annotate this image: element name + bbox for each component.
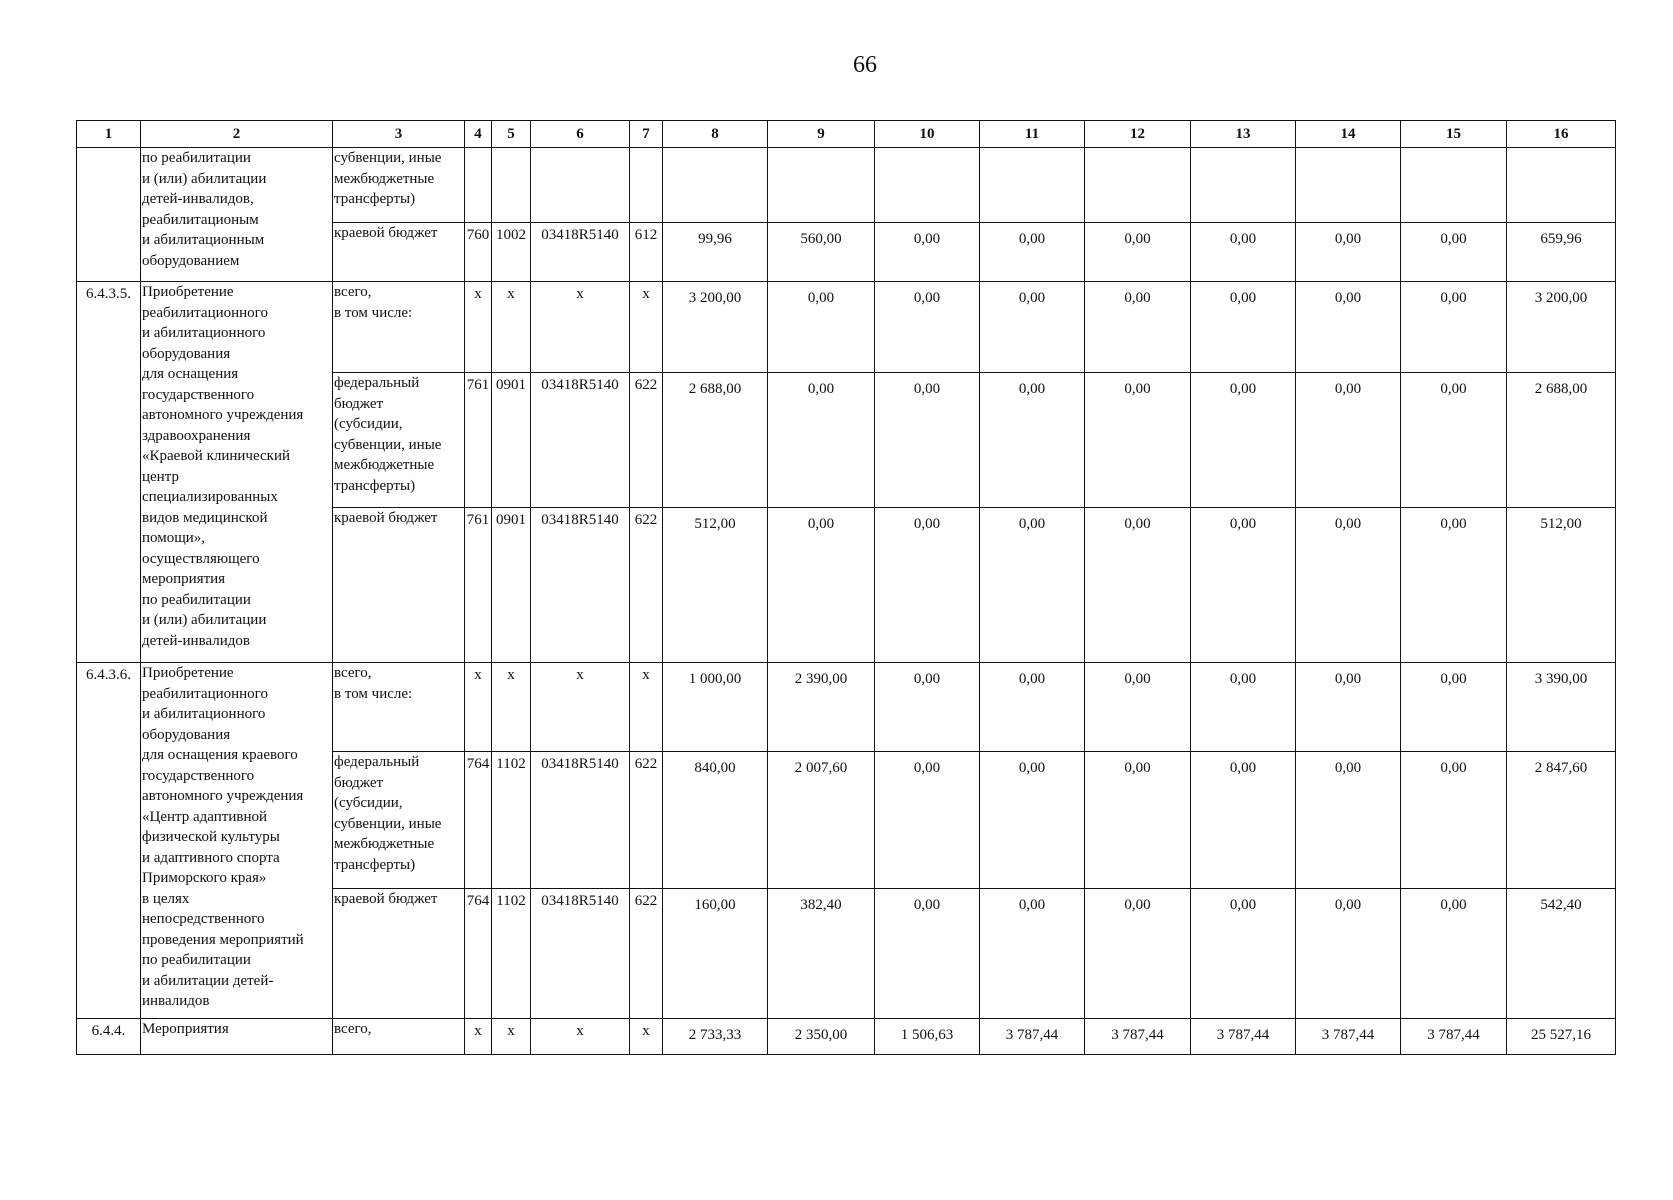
column-header-7: 7 xyxy=(630,121,663,148)
column-header-12: 12 xyxy=(1085,121,1191,148)
amount-cell: 0,00 xyxy=(980,223,1085,282)
amount-cell xyxy=(1191,148,1296,223)
expense-type: 622 xyxy=(630,889,663,1019)
amount-cell: 512,00 xyxy=(663,508,768,663)
amount-cell: 0,00 xyxy=(1296,282,1401,373)
column-header-1: 1 xyxy=(77,121,141,148)
table-row xyxy=(77,148,1616,223)
funding-source: субвенции, иные межбюджетные трансферты) xyxy=(333,148,465,223)
funding-source: всего, xyxy=(333,1019,465,1055)
amount-cell xyxy=(980,148,1085,223)
item-name: по реабилитации и (или) абилитации детей-инвалидов, реабилитационым и абилитационным оборудованием xyxy=(141,148,333,282)
page-number: 66 xyxy=(853,52,877,78)
table-row xyxy=(77,282,1616,373)
amount-cell: 0,00 xyxy=(1296,373,1401,508)
column-header-11: 11 xyxy=(980,121,1085,148)
item-number: 6.4.3.5. xyxy=(77,282,141,663)
amount-cell: 2 350,00 xyxy=(768,1019,875,1055)
amount-cell: 0,00 xyxy=(1401,373,1507,508)
column-header-15: 15 xyxy=(1401,121,1507,148)
amount-cell: 0,00 xyxy=(768,373,875,508)
amount-cell: 0,00 xyxy=(980,663,1085,752)
amount-cell: 0,00 xyxy=(1191,373,1296,508)
amount-cell: 0,00 xyxy=(1085,663,1191,752)
column-header-8: 8 xyxy=(663,121,768,148)
item-name: Приобретение реабилитационного и абилитационного оборудования для оснащения краевого государственного автономного учреждения «Центр адаптивной физической культуры и адаптивного спорта Приморского края» в целях непосредственного проведения мероприятий по реабилитации и абилитации детей- инвалидов xyxy=(141,663,333,1019)
amount-cell: 0,00 xyxy=(980,889,1085,1019)
column-header-10: 10 xyxy=(875,121,980,148)
amount-cell: 3 200,00 xyxy=(1507,282,1616,373)
target-code: x xyxy=(531,282,630,373)
amount-cell: 512,00 xyxy=(1507,508,1616,663)
amount-cell: 2 688,00 xyxy=(1507,373,1616,508)
item-number xyxy=(77,148,141,282)
funding-source: краевой бюджет xyxy=(333,223,465,282)
amount-cell xyxy=(1296,148,1401,223)
amount-cell: 0,00 xyxy=(1296,752,1401,889)
admin-code xyxy=(465,148,492,223)
admin-code: x xyxy=(465,1019,492,1055)
amount-cell: 2 390,00 xyxy=(768,663,875,752)
table-row xyxy=(77,663,1616,752)
amount-cell: 3 390,00 xyxy=(1507,663,1616,752)
column-header-16: 16 xyxy=(1507,121,1616,148)
amount-cell: 1 506,63 xyxy=(875,1019,980,1055)
amount-cell: 0,00 xyxy=(1085,373,1191,508)
item-number: 6.4.4. xyxy=(77,1019,141,1055)
funding-source: всего, в том числе: xyxy=(333,663,465,752)
admin-code: 764 xyxy=(465,889,492,1019)
admin-code: 760 xyxy=(465,223,492,282)
expense-type: 622 xyxy=(630,508,663,663)
amount-cell: 2 847,60 xyxy=(1507,752,1616,889)
amount-cell: 1 000,00 xyxy=(663,663,768,752)
amount-cell: 2 007,60 xyxy=(768,752,875,889)
admin-code: 761 xyxy=(465,508,492,663)
amount-cell: 0,00 xyxy=(768,508,875,663)
target-code: x xyxy=(531,1019,630,1055)
amount-cell: 99,96 xyxy=(663,223,768,282)
amount-cell: 0,00 xyxy=(1085,889,1191,1019)
amount-cell: 0,00 xyxy=(1296,223,1401,282)
target-code: 03418R5140 xyxy=(531,889,630,1019)
amount-cell: 0,00 xyxy=(875,889,980,1019)
funding-source: федеральный бюджет (субсидии, субвенции, иные межбюджетные трансферты) xyxy=(333,373,465,508)
amount-cell: 0,00 xyxy=(1085,282,1191,373)
section-code: 0901 xyxy=(492,508,531,663)
amount-cell: 0,00 xyxy=(1191,508,1296,663)
column-header-4: 4 xyxy=(465,121,492,148)
item-name: Приобретение реабилитационного и абилитационного оборудования для оснащения государственного автономного учреждения здравоохранения «Краевой клинический центр специализированных видов медицинской помощи», осуществляющего мероприятия по реабилитации и (или) абилитации детей-инвалидов xyxy=(141,282,333,663)
funding-source: краевой бюджет xyxy=(333,889,465,1019)
amount-cell: 659,96 xyxy=(1507,223,1616,282)
amount-cell: 0,00 xyxy=(1296,889,1401,1019)
expense-type: 622 xyxy=(630,373,663,508)
amount-cell: 0,00 xyxy=(875,282,980,373)
amount-cell xyxy=(875,148,980,223)
amount-cell: 0,00 xyxy=(980,282,1085,373)
section-code: 0901 xyxy=(492,373,531,508)
amount-cell: 0,00 xyxy=(1401,282,1507,373)
expense-type: 612 xyxy=(630,223,663,282)
amount-cell: 0,00 xyxy=(1296,663,1401,752)
section-code: 1002 xyxy=(492,223,531,282)
section-code: x xyxy=(492,663,531,752)
amount-cell: 0,00 xyxy=(1401,752,1507,889)
section-code: x xyxy=(492,282,531,373)
amount-cell: 0,00 xyxy=(875,223,980,282)
budget-table xyxy=(76,120,1616,1055)
amount-cell: 0,00 xyxy=(1085,223,1191,282)
amount-cell: 2 733,33 xyxy=(663,1019,768,1055)
funding-source: краевой бюджет xyxy=(333,508,465,663)
column-header-9: 9 xyxy=(768,121,875,148)
header-row xyxy=(77,121,1616,148)
amount-cell: 0,00 xyxy=(1401,223,1507,282)
amount-cell: 0,00 xyxy=(875,752,980,889)
expense-type: x xyxy=(630,282,663,373)
item-name: Мероприятия xyxy=(141,1019,333,1055)
funding-source: федеральный бюджет (субсидии, субвенции, иные межбюджетные трансферты) xyxy=(333,752,465,889)
amount-cell: 560,00 xyxy=(768,223,875,282)
amount-cell: 0,00 xyxy=(1401,508,1507,663)
amount-cell: 0,00 xyxy=(980,508,1085,663)
column-header-3: 3 xyxy=(333,121,465,148)
admin-code: x xyxy=(465,663,492,752)
amount-cell xyxy=(1085,148,1191,223)
item-number: 6.4.3.6. xyxy=(77,663,141,1019)
amount-cell: 3 200,00 xyxy=(663,282,768,373)
expense-type: x xyxy=(630,663,663,752)
amount-cell: 382,40 xyxy=(768,889,875,1019)
target-code: 03418R5140 xyxy=(531,223,630,282)
amount-cell: 0,00 xyxy=(1191,663,1296,752)
amount-cell: 0,00 xyxy=(1191,282,1296,373)
section-code: 1102 xyxy=(492,889,531,1019)
amount-cell: 0,00 xyxy=(1191,889,1296,1019)
column-header-2: 2 xyxy=(141,121,333,148)
amount-cell: 3 787,44 xyxy=(1085,1019,1191,1055)
amount-cell: 0,00 xyxy=(875,373,980,508)
amount-cell: 840,00 xyxy=(663,752,768,889)
column-header-5: 5 xyxy=(492,121,531,148)
expense-type xyxy=(630,148,663,223)
section-code: 1102 xyxy=(492,752,531,889)
amount-cell: 2 688,00 xyxy=(663,373,768,508)
column-header-6: 6 xyxy=(531,121,630,148)
amount-cell: 0,00 xyxy=(1191,752,1296,889)
table-row xyxy=(77,1019,1616,1055)
amount-cell: 0,00 xyxy=(980,752,1085,889)
amount-cell: 0,00 xyxy=(1085,752,1191,889)
section-code xyxy=(492,148,531,223)
amount-cell: 3 787,44 xyxy=(1191,1019,1296,1055)
amount-cell xyxy=(1507,148,1616,223)
amount-cell: 0,00 xyxy=(1191,223,1296,282)
amount-cell: 0,00 xyxy=(875,663,980,752)
target-code: 03418R5140 xyxy=(531,508,630,663)
amount-cell xyxy=(768,148,875,223)
amount-cell: 3 787,44 xyxy=(980,1019,1085,1055)
amount-cell: 25 527,16 xyxy=(1507,1019,1616,1055)
admin-code: 761 xyxy=(465,373,492,508)
amount-cell: 160,00 xyxy=(663,889,768,1019)
amount-cell: 3 787,44 xyxy=(1401,1019,1507,1055)
amount-cell: 3 787,44 xyxy=(1296,1019,1401,1055)
amount-cell: 0,00 xyxy=(768,282,875,373)
amount-cell: 0,00 xyxy=(1401,889,1507,1019)
target-code: 03418R5140 xyxy=(531,752,630,889)
amount-cell: 0,00 xyxy=(875,508,980,663)
expense-type: 622 xyxy=(630,752,663,889)
target-code: x xyxy=(531,663,630,752)
section-code: x xyxy=(492,1019,531,1055)
amount-cell xyxy=(663,148,768,223)
target-code xyxy=(531,148,630,223)
admin-code: x xyxy=(465,282,492,373)
amount-cell xyxy=(1401,148,1507,223)
funding-source: всего, в том числе: xyxy=(333,282,465,373)
amount-cell: 542,40 xyxy=(1507,889,1616,1019)
amount-cell: 0,00 xyxy=(980,373,1085,508)
amount-cell: 0,00 xyxy=(1085,508,1191,663)
expense-type: x xyxy=(630,1019,663,1055)
target-code: 03418R5140 xyxy=(531,373,630,508)
admin-code: 764 xyxy=(465,752,492,889)
column-header-14: 14 xyxy=(1296,121,1401,148)
amount-cell: 0,00 xyxy=(1296,508,1401,663)
column-header-13: 13 xyxy=(1191,121,1296,148)
amount-cell: 0,00 xyxy=(1401,663,1507,752)
